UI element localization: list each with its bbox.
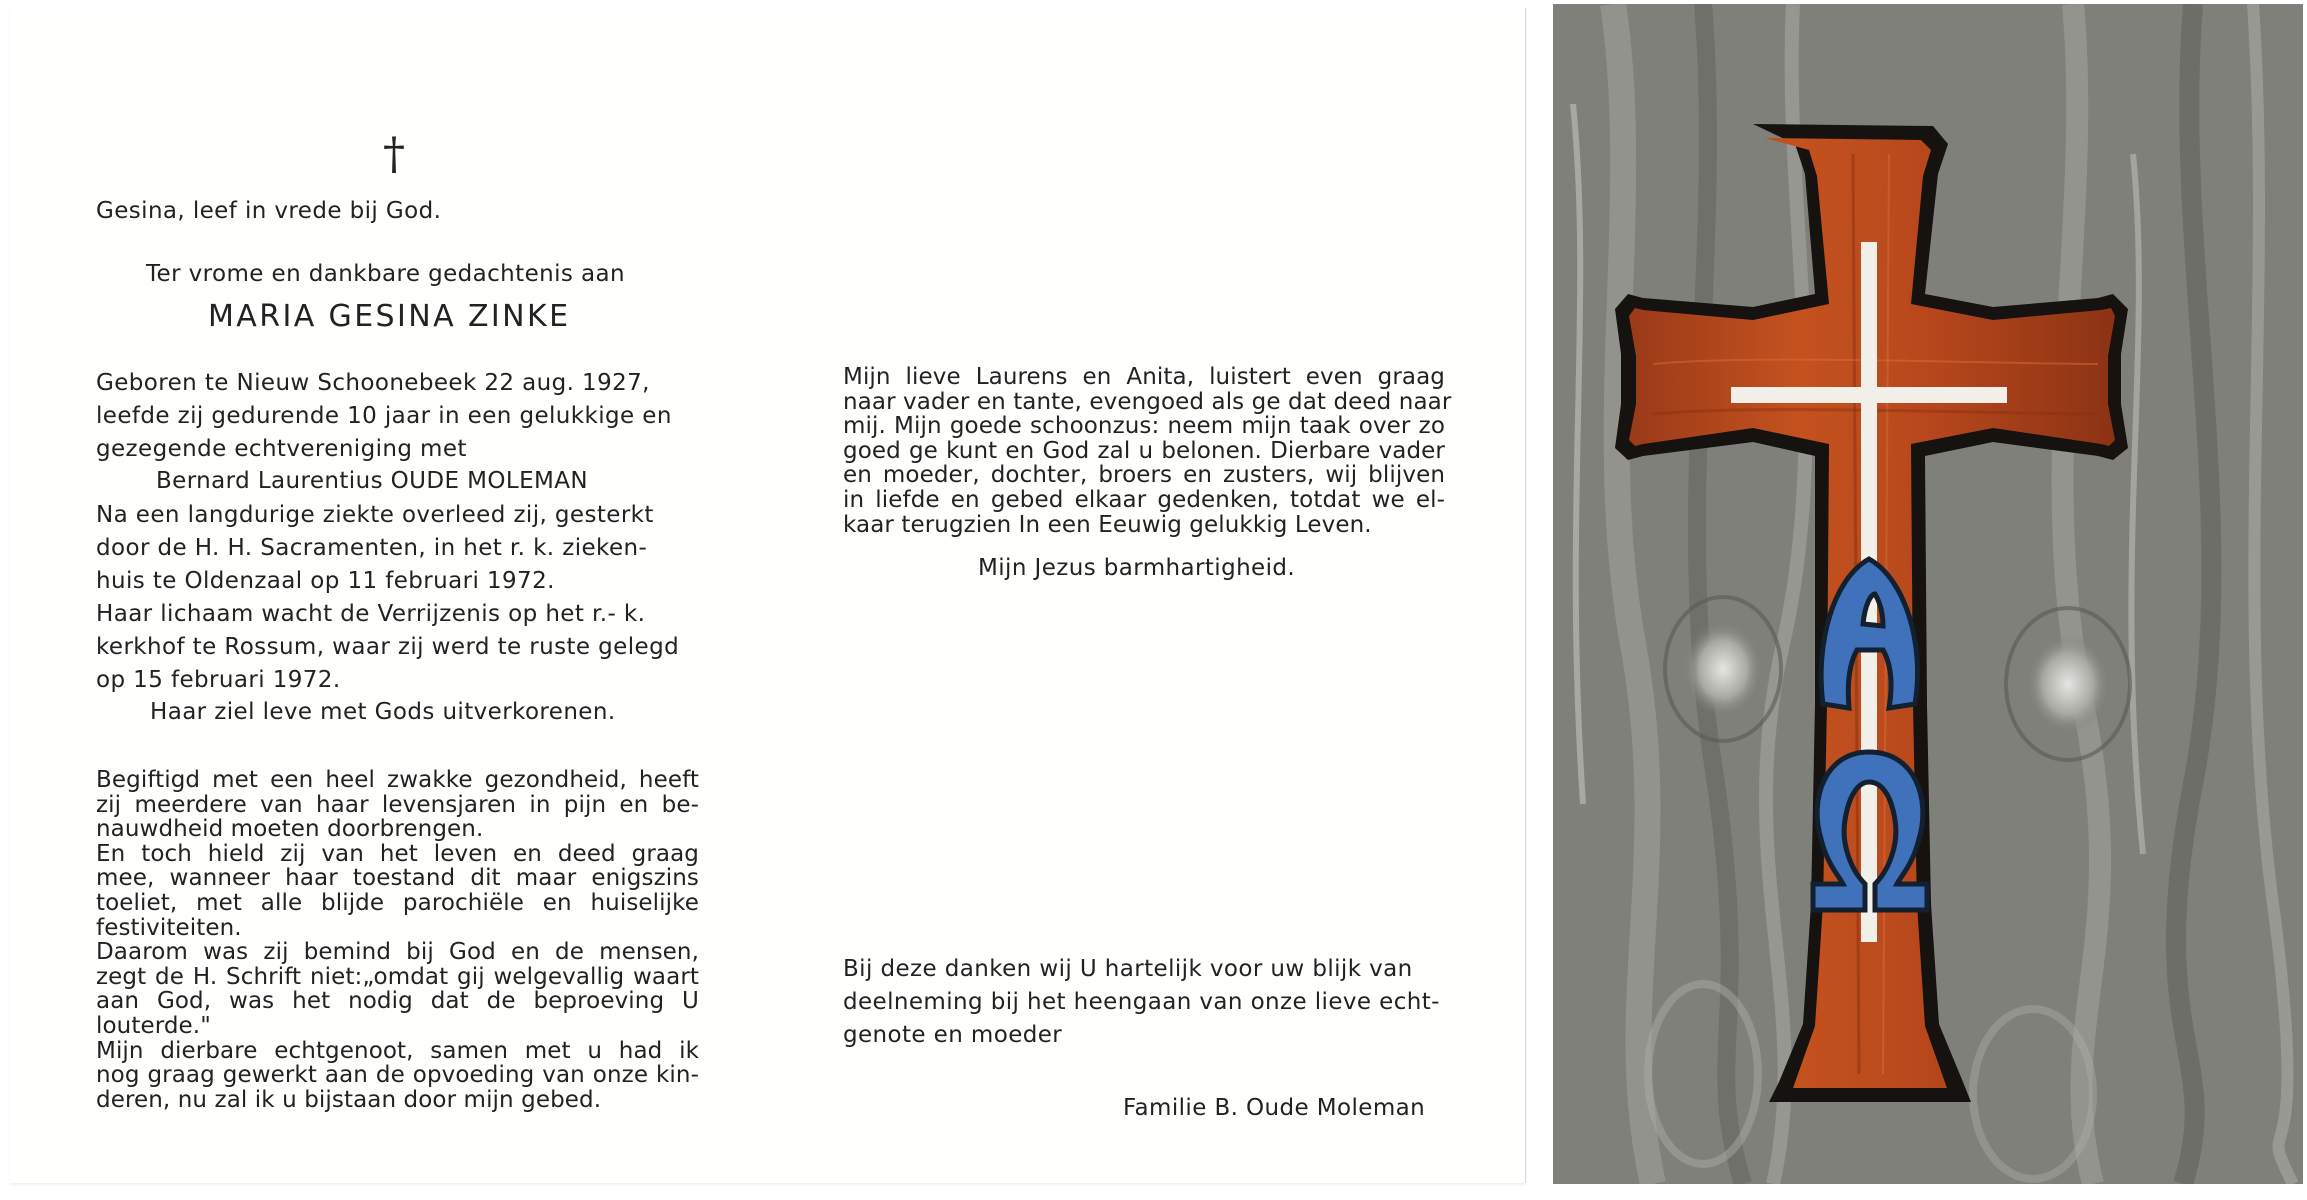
message-line: naar vader en tante, evengoed als ge dat deed naar xyxy=(843,388,1452,415)
text-line: Daarom was zij bemind bij God en de mensen, xyxy=(96,939,699,966)
text-line: aan God, was het nodig dat de beproeving U xyxy=(96,988,699,1015)
text-line: nauwdheid moeten doorbrengen. xyxy=(96,816,484,843)
message-line: en moeder, dochter, broers en zusters, wij blijven xyxy=(843,462,1445,489)
cross-alpha-omega-icon xyxy=(1553,4,2303,1184)
message-line: Mijn lieve Laurens en Anita, luistert even graag xyxy=(843,364,1445,390)
text-line: En toch hield zij van het leven en deed graag xyxy=(96,840,699,867)
prayer-line: Mijn Jezus barmhartigheid. xyxy=(978,555,1296,581)
text-line: Mijn dierbare echtgenoot, samen met u had ik xyxy=(96,1037,699,1064)
text-line: louterde." xyxy=(96,1012,211,1039)
bio-line: kerkhof te Rossum, waar zij werd te ruste gelegd xyxy=(96,634,680,660)
thanks-line: deelneming bij het heengaan van onze lieve echt- xyxy=(843,989,1440,1015)
message-line: mij. Mijn goede schoonzus: neem mijn taak over zo xyxy=(843,413,1445,440)
message-line: kaar terugzien In een Eeuwig gelukkig Leven. xyxy=(843,511,1372,538)
text-line: zij meerdere van haar levensjaren in pijn en be- xyxy=(96,791,699,818)
thanks-line: genote en moeder xyxy=(843,1022,1063,1048)
bio-line: Haar lichaam wacht de Verrijzenis op het r.- k. xyxy=(96,601,646,627)
text-line: deren, nu zal ik u bijstaan door mijn gebed. xyxy=(96,1086,602,1113)
text-line: festiviteiten. xyxy=(96,914,242,941)
text-line: nog graag gewerkt aan de opvoeding van onze kin- xyxy=(96,1062,699,1089)
spouse-name: Bernard Laurentius OUDE MOLEMAN xyxy=(156,468,589,494)
bio-line: Haar ziel leve met Gods uitverkorenen. xyxy=(150,699,616,725)
bio-line: op 15 februari 1972. xyxy=(96,667,341,693)
thanks-line: Bij deze danken wij U hartelijk voor uw blijk van xyxy=(843,956,1413,982)
text-line: zegt de H. Schrift niet:„omdat gij welgevallig waart xyxy=(96,963,699,990)
family-signature: Familie B. Oude Moleman xyxy=(1123,1095,1426,1121)
cross-painting xyxy=(1553,4,2303,1184)
bio-line: gezegende echtvereniging met xyxy=(96,436,467,462)
memory-line: Ter vrome en dankbare gedachtenis aan xyxy=(146,261,625,287)
bio-line: Geboren te Nieuw Schoonebeek 22 aug. 1927, xyxy=(96,370,650,396)
bio-line: door de H. H. Sacramenten, in het r. k. zieken- xyxy=(96,535,648,561)
text-line: mee, wanneer haar toestand dit maar enigszins xyxy=(96,865,699,892)
text-line: toeliet, met alle blijde parochiële en huiselijke xyxy=(96,889,699,916)
memorial-card xyxy=(10,8,1526,1183)
message-line: in liefde en gebed elkaar gedenken, totdat we el- xyxy=(843,486,1445,513)
bio-line: Na een langdurige ziekte overleed zij, gesterkt xyxy=(96,502,654,528)
bio-line: leefde zij gedurende 10 jaar in een gelukkige en xyxy=(96,403,672,429)
message-line: goed ge kunt en God zal u belonen. Dierbare vader xyxy=(843,437,1445,464)
text-line: Begiftigd met een heel zwakke gezondheid, heeft xyxy=(96,767,699,793)
deceased-name: MARIA GESINA ZINKE xyxy=(208,299,571,334)
life-text xyxy=(96,768,699,1112)
greeting-line: Gesina, leef in vrede bij God. xyxy=(96,198,442,224)
dagger-cross-symbol: † xyxy=(383,129,405,180)
farewell-message xyxy=(843,364,1452,538)
bio-line: huis te Oldenzaal op 11 februari 1972. xyxy=(96,568,555,594)
